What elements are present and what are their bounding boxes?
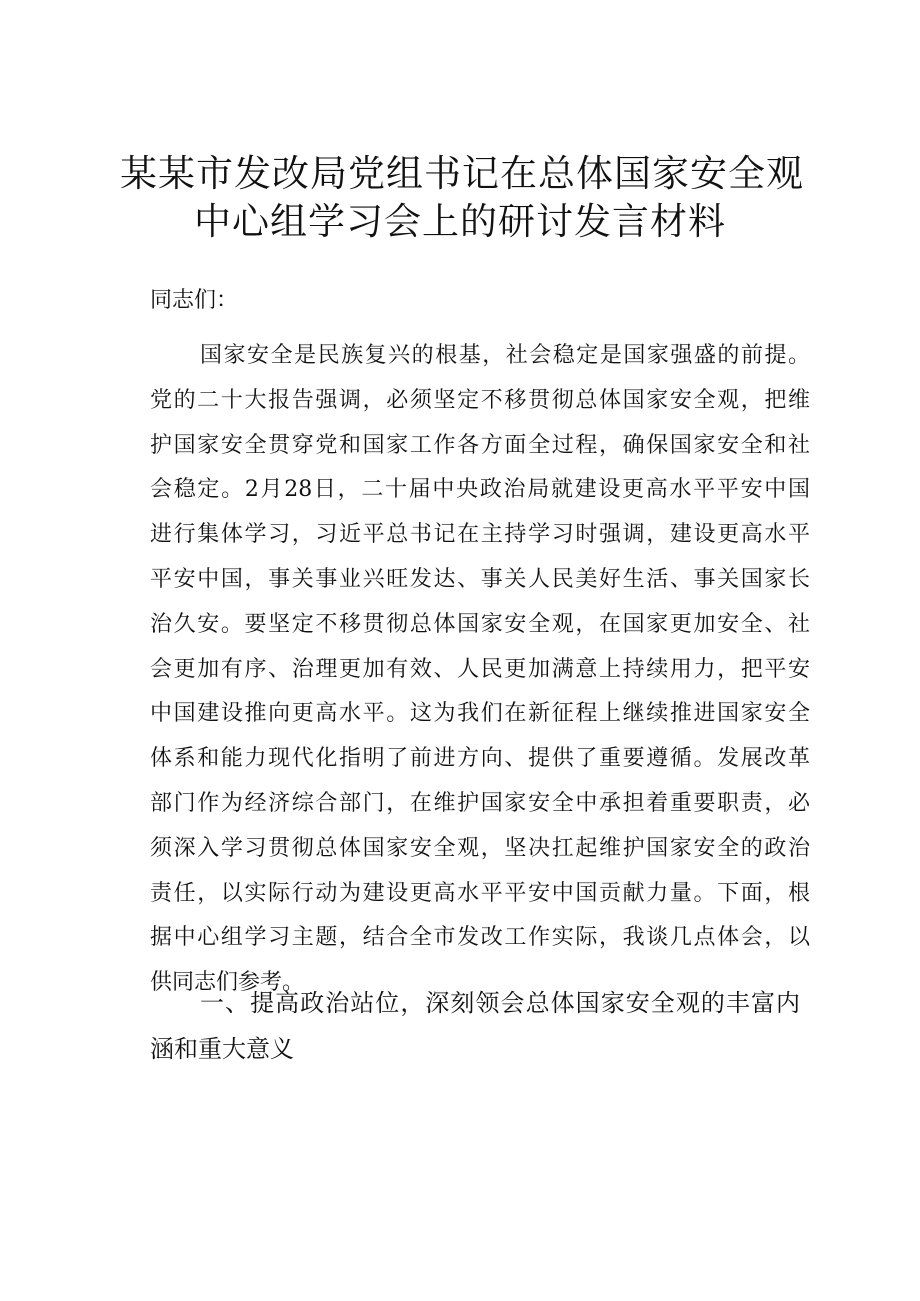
- paragraph-line: 须深入学习贯彻总体国家安全观，坚决扛起维护国家安全的政治: [150, 835, 810, 861]
- body-paragraph: [150, 334, 810, 1006]
- paragraph-line: 国家安全是民族复兴的根基，社会稳定是国家强盛的前提。: [200, 343, 810, 368]
- paragraph-line: 护国家安全贯穿党和国家工作各方面全过程，确保国家安全和社: [150, 432, 810, 458]
- paragraph-line: 进行集体学习，习近平总书记在主持学习时强调，建设更高水平: [150, 522, 810, 548]
- paragraph-line: 责任，以实际行动为建设更高水平平安中国贡献力量。下面，根: [150, 880, 810, 906]
- paragraph-line: 部门作为经济综合部门，在维护国家安全中承担着重要职责，必: [150, 790, 810, 816]
- paragraph-line: 会更加有序、治理更加有效、人民更加满意上持续用力，把平安: [150, 656, 810, 682]
- paragraph-line: 治久安。要坚定不移贯彻总体国家安全观，在国家更加安全、社: [150, 611, 810, 637]
- heading-line-2: 涵和重大意义: [150, 1035, 294, 1063]
- paragraph-line: 党的二十大报告强调，必须坚定不移贯彻总体国家安全观，把维: [150, 387, 810, 413]
- salutation: 同志们：: [150, 288, 239, 313]
- paragraph-line: 会稳定。2月28日，二十届中央政治局就建设更高水平平安中国: [150, 477, 810, 503]
- paragraph-line: 中国建设推向更高水平。这为我们在新征程上继续推进国家安全: [150, 701, 810, 727]
- paragraph-line: 供同志们参考。: [150, 970, 305, 996]
- paragraph-line: 据中心组学习主题，结合全市发改工作实际，我谈几点体会，以: [150, 925, 810, 951]
- title-line-2: 中心组学习会上的研讨发言材料: [194, 200, 726, 243]
- paragraph-line: 体系和能力现代化指明了前进方向、提供了重要遵循。发展改革: [150, 746, 810, 772]
- document-title: [120, 150, 804, 246]
- heading-line-1: 一、提高政治站位，深刻领会总体国家安全观的丰富内: [200, 989, 800, 1017]
- paragraph-line: 平安中国，事关事业兴旺发达、事关人民美好生活、事关国家长: [150, 566, 810, 592]
- title-line-1: 某某市发改局党组书记在总体国家安全观: [120, 152, 804, 195]
- section-heading: [150, 980, 800, 1072]
